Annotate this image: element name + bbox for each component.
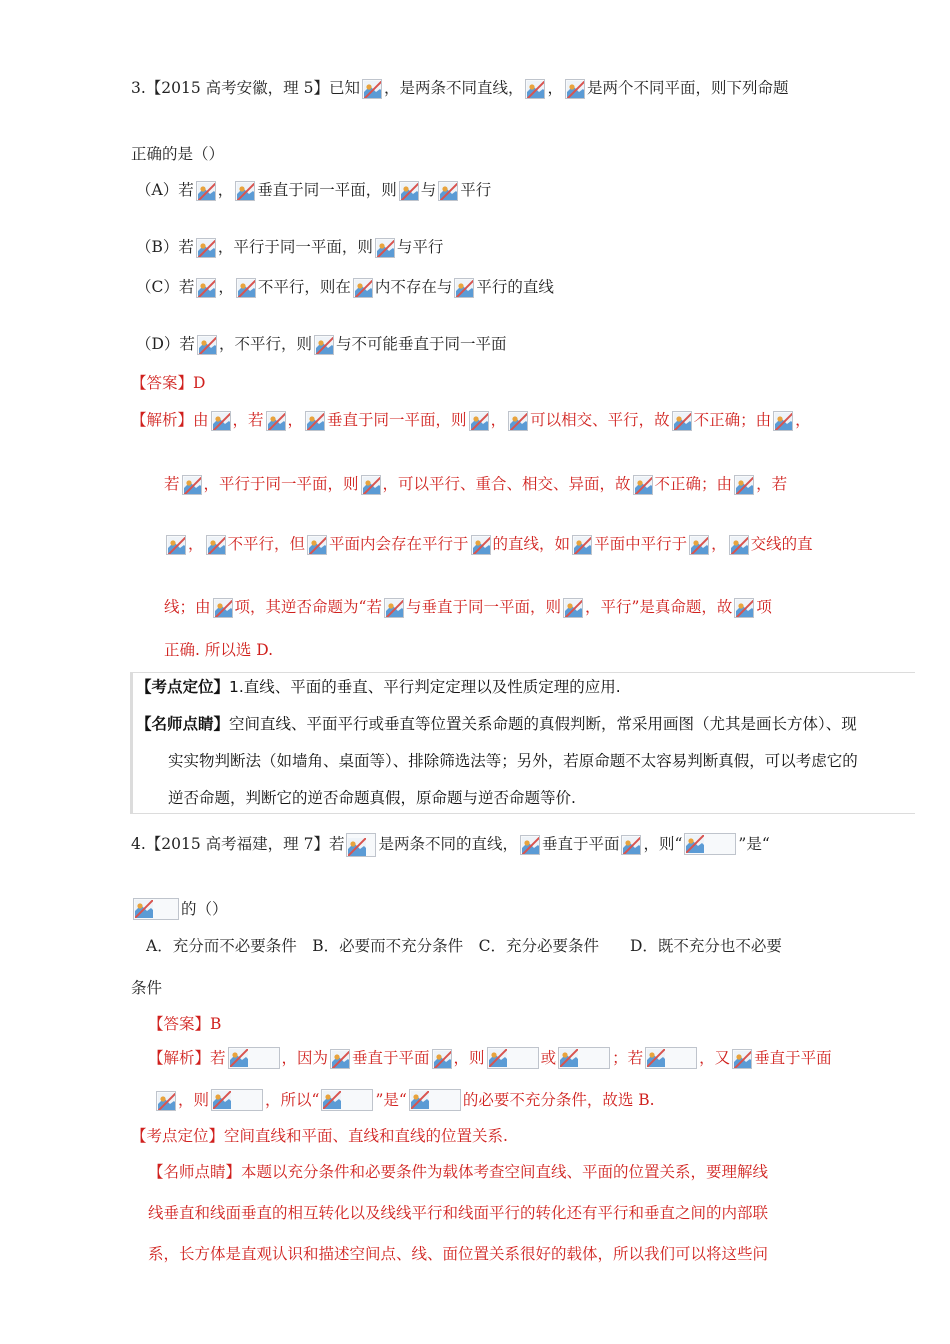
q4-line-1: 4.【2015 高考福建，理 7】若 是两条不同的直线， 垂直于平面 ，则“ ”是“ [131,832,770,857]
broken-image-icon [508,411,528,431]
broken-image-icon [454,278,474,298]
q3-option-d: （D）若 ，不平行，则 与不可能垂直于同一平面 [136,335,507,353]
broken-image-icon [321,1089,373,1111]
broken-image-icon [206,535,226,555]
broken-image-icon [196,238,216,258]
broken-image-icon [166,535,186,555]
broken-image-icon [689,535,709,555]
q3-answer: 【答案】D [131,374,206,392]
broken-image-icon [211,411,231,431]
broken-image-icon [228,1047,280,1069]
q3-explanation-2: 若 ，平行于同一平面，则 ，可以平行、重合、相交、异面，故 不正确；由 ，若 [164,475,788,493]
q3-option-b: （B）若 ，平行于同一平面，则 与平行 [136,238,444,256]
broken-image-icon [133,898,179,920]
q3-explanation-4: 线；由 项，其逆否命题为“若 与垂直于同一平面，则 ，平行”是真命题，故 项 [164,598,772,616]
broken-image-icon [197,335,217,355]
broken-image-icon [621,835,641,855]
broken-image-icon [196,181,216,201]
broken-image-icon [384,598,404,618]
broken-image-icon [182,475,202,495]
broken-image-icon [211,1089,263,1111]
broken-image-icon [487,1047,539,1069]
broken-image-icon [353,278,373,298]
broken-image-icon [729,535,749,555]
q4-mingshi-3: 系，长方体是直观认识和描述空间点、线、面位置关系很好的载体，所以我们可以将这些问 [148,1245,769,1263]
tip-mingshi-3: 逆否命题，判断它的逆否命题真假，原命题与逆否命题等价. [168,789,576,807]
broken-image-icon [525,79,545,99]
broken-image-icon [330,1049,350,1069]
broken-image-icon [563,598,583,618]
broken-image-icon [314,335,334,355]
broken-image-icon [672,411,692,431]
broken-image-icon [375,238,395,258]
broken-image-icon [734,598,754,618]
broken-image-icon [213,598,233,618]
q4-explanation-2: ，则 ，所以“ ”是“ 的必要不充分条件，故选 B. [154,1088,655,1112]
broken-image-icon [773,411,793,431]
broken-image-icon [520,835,540,855]
broken-image-icon [734,475,754,495]
broken-image-icon [409,1089,461,1111]
q4-mingshi-2: 线垂直和线面垂直的相互转化以及线线平行和线面平行的转化还有平行和垂直之间的内部联 [148,1204,769,1222]
q3-explanation-5: 正确. 所以选 D. [164,641,274,659]
broken-image-icon [196,278,216,298]
tip-mingshi-2: 实实物判断法（如墙角、桌面等）、排除筛选法等；另外，若原命题不太容易判断真假，可以考虑它的 [168,752,858,770]
q4-options-2: 条件 [131,979,163,997]
broken-image-icon [307,535,327,555]
q4-line-2: 的（） [131,897,228,921]
q4-options: A．充分而不必要条件 B．必要而不充分条件 C．充分必要条件 D．既不充分也不必要 [146,937,782,955]
broken-image-icon [633,475,653,495]
broken-image-icon [235,181,255,201]
broken-image-icon [558,1047,610,1069]
broken-image-icon [399,181,419,201]
broken-image-icon [469,411,489,431]
broken-image-icon [346,833,376,857]
broken-image-icon [645,1047,697,1069]
broken-image-icon [305,411,325,431]
tip-kaodian: 【考点定位】1.直线、平面的垂直、平行判定定理以及性质定理的应用. [136,678,621,696]
broken-image-icon [471,535,491,555]
broken-image-icon [361,475,381,495]
q3-line-1: 3.【2015 高考安徽，理 5】已知 ，是两条不同直线， ， 是两个不同平面，则下列命题 [131,79,789,97]
broken-image-icon [684,833,736,855]
q3-explanation-1: 【解析】由 ，若 ， 垂直于同一平面，则 ， 可以相交、平行，故 不正确；由 ， [131,411,811,429]
broken-image-icon [565,79,585,99]
q4-explanation-1: 【解析】若 ，因为 垂直于平面 ，则 或 ；若 ，又 垂直于平面 [148,1049,832,1067]
q3-option-a: （A）若 ， 垂直于同一平面，则 与 平行 [136,181,492,199]
broken-image-icon [236,278,256,298]
q4-mingshi-1: 【名师点睛】本题以充分条件和必要条件为载体考查空间直线、平面的位置关系，要理解线 [148,1163,769,1181]
broken-image-icon [572,535,592,555]
q4-answer: 【答案】B [148,1015,222,1033]
broken-image-icon [732,1049,752,1069]
q3-option-c: （C）若 ， 不平行，则在 内不存在与 平行的直线 [136,278,554,296]
broken-image-icon [438,181,458,201]
q4-kaodian: 【考点定位】空间直线和平面、直线和直线的位置关系. [131,1127,508,1145]
broken-image-icon [432,1049,452,1069]
q3-explanation-3: ， 不平行，但 平面内会存在平行于 的直线，如 平面中平行于 ， 交线的直 [164,532,813,556]
q3-line-2: 正确的是（） [131,145,225,163]
broken-image-icon [266,411,286,431]
tip-mingshi-1: 【名师点睛】空间直线、平面平行或垂直等位置关系命题的真假判断，常采用画图（尤其是画长方体）、现 [136,715,857,733]
broken-image-icon [362,79,382,99]
broken-image-icon [156,1091,176,1111]
